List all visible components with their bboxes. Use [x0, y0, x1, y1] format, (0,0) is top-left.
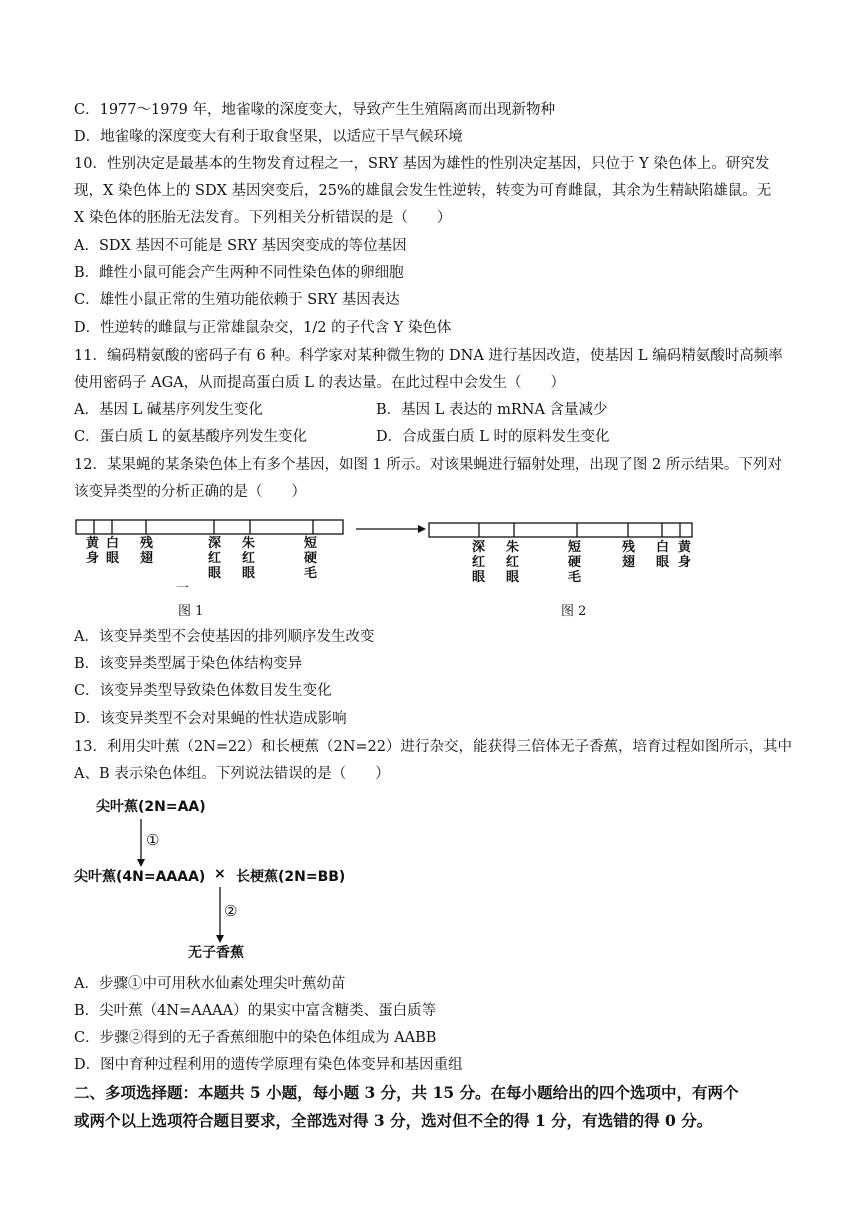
fig2-gene-label-5: 白眼 [656, 540, 670, 570]
q12-stem-line2: 该变异类型的分析正确的是（ ） [74, 484, 306, 500]
q10-option-b: B．雌性小鼠可能会产生两种不同性染色体的卵细胞 [74, 265, 404, 281]
fig1-gene-label-4: 深红眼 [208, 536, 222, 581]
q13-stem-line2: A、B 表示染色体组。下列说法错误的是（ ） [74, 766, 390, 782]
q11-option-a: A．基因 L 碱基序列发生变化 [74, 402, 263, 418]
q12-option-c: C．该变异类型导致染色体数目发生变化 [74, 683, 332, 699]
fig1-gene-label-2: 白眼 [106, 536, 120, 566]
q12-option-d: D．该变异类型不会对果蝇的性状造成影响 [74, 711, 347, 727]
q10-stem-line1: 10．性别决定是最基本的生物发育过程之一，SRY 基因为雄性的性别决定基因，只位于 Y 染色体上。研究发 [74, 156, 770, 172]
flow-step1: ① [146, 831, 160, 849]
q12-option-b: B．该变异类型属于染色体结构变异 [74, 656, 303, 672]
q13-option-a: A．步骤①中可用秋水仙素处理尖叶蕉幼苗 [74, 976, 346, 992]
q11-stem-line2: 使用密码子 AGA，从而提高蛋白质 L 的表达量。在此过程中会发生（ ） [74, 375, 565, 391]
q12-stem-line1: 12．某果蝇的某条染色体上有多个基因，如图 1 所示。对该果蝇进行辐射处理，出现了图 2 所示结果。下列对 [74, 457, 782, 473]
chromosome-figure [0, 510, 868, 620]
q11-option-c: C．蛋白质 L 的氨基酸序列发生变化 [74, 429, 307, 445]
q11-option-d: D．合成蛋白质 L 时的原料发生变化 [376, 429, 610, 445]
q11-option-b: B．基因 L 表达的 mRNA 含量减少 [376, 402, 608, 418]
fig2-gene-label-4: 残翅 [622, 540, 636, 570]
q10-stem-line3: X 染色体的胚胎无法发育。下列相关分析错误的是（ ） [74, 210, 452, 226]
fig1-gene-label-3: 残翅 [140, 536, 154, 566]
fig1-dash: 一 [176, 581, 190, 596]
q9-option-c: C．1977～1979 年，地雀喙的深度变大，导致产生生殖隔离而出现新物种 [74, 102, 556, 118]
q10-option-d: D．性逆转的雌鼠与正常雄鼠杂交，1/2 的子代含 Y 染色体 [74, 320, 452, 336]
fig2-gene-label-6: 黄身 [678, 540, 692, 570]
flow-arrows [0, 815, 868, 965]
q11-stem-line1: 11．编码精氨酸的密码子有 6 种。科学家对某种微生物的 DNA 进行基因改造，使基因 L 编码精氨酸时高频率 [74, 348, 783, 364]
fig1-caption: 图 1 [178, 604, 204, 619]
fig2-gene-label-2: 朱红眼 [506, 540, 520, 585]
fig1-chromosome-bar [76, 520, 343, 534]
arrow-head-icon [418, 525, 426, 533]
flow-right-label: 长梗蕉(2N=BB) [236, 869, 346, 885]
q13-option-b: B．尖叶蕉（4N=AAAA）的果实中富含糖类、蛋白质等 [74, 1003, 437, 1019]
flow-step2: ② [224, 902, 238, 920]
q10-stem-line2: 现，X 染色体上的 SDX 基因突变后，25%的雄鼠会发生性逆转，转变为可育雌鼠，其余为生精缺陷雄鼠。无 [74, 183, 772, 199]
fig2-gene-label-3: 短硬毛 [568, 540, 582, 585]
q10-option-a: A．SDX 基因不可能是 SRY 基因突变成的等位基因 [74, 238, 407, 254]
q13-stem-line1: 13．利用尖叶蕉（2N=22）和长梗蕉（2N=22）进行杂交，能获得三倍体无子香蕉，培育过程如图所示，其中 [74, 739, 792, 755]
fig2-gene-label-1: 深红眼 [472, 540, 486, 585]
fig1-gene-label-6: 短硬毛 [304, 536, 318, 581]
q13-option-c: C．步骤②得到的无子香蕉细胞中的染色体组成为 AABB [74, 1030, 437, 1046]
fig2-caption: 图 2 [561, 604, 587, 619]
flow-cross-symbol: × [214, 866, 226, 882]
section2-heading-line2: 或两个以上选项符合题目要求，全部选对得 3 分，选对但不全的得 1 分，有选错的得 0 分。 [74, 1111, 713, 1130]
q9-option-d: D．地雀喙的深度变大有利于取食坚果，以适应干旱气候环境 [74, 129, 463, 145]
fig1-gene-label-5: 朱红眼 [242, 536, 256, 581]
section2-heading-line1: 二、多项选择题：本题共 5 小题，每小题 3 分，共 15 分。在每小题给出的四个选项中，有两个 [74, 1083, 739, 1102]
flow-left-label: 尖叶蕉(4N=AAAA) [74, 869, 206, 885]
fig2-chromosome-bar [429, 523, 692, 537]
flow-top-label: 尖叶蕉(2N=AA) [96, 799, 206, 815]
q10-option-c: C．雄性小鼠正常的生殖功能依赖于 SRY 基因表达 [74, 292, 400, 308]
q13-option-d: D．图中育种过程利用的遗传学原理有染色体变异和基因重组 [74, 1057, 463, 1073]
flow-bottom-label: 无子香蕉 [188, 945, 244, 961]
q12-option-a: A．该变异类型不会使基因的排列顺序发生改变 [74, 629, 375, 645]
fig1-gene-label-1: 黄身 [86, 536, 100, 566]
